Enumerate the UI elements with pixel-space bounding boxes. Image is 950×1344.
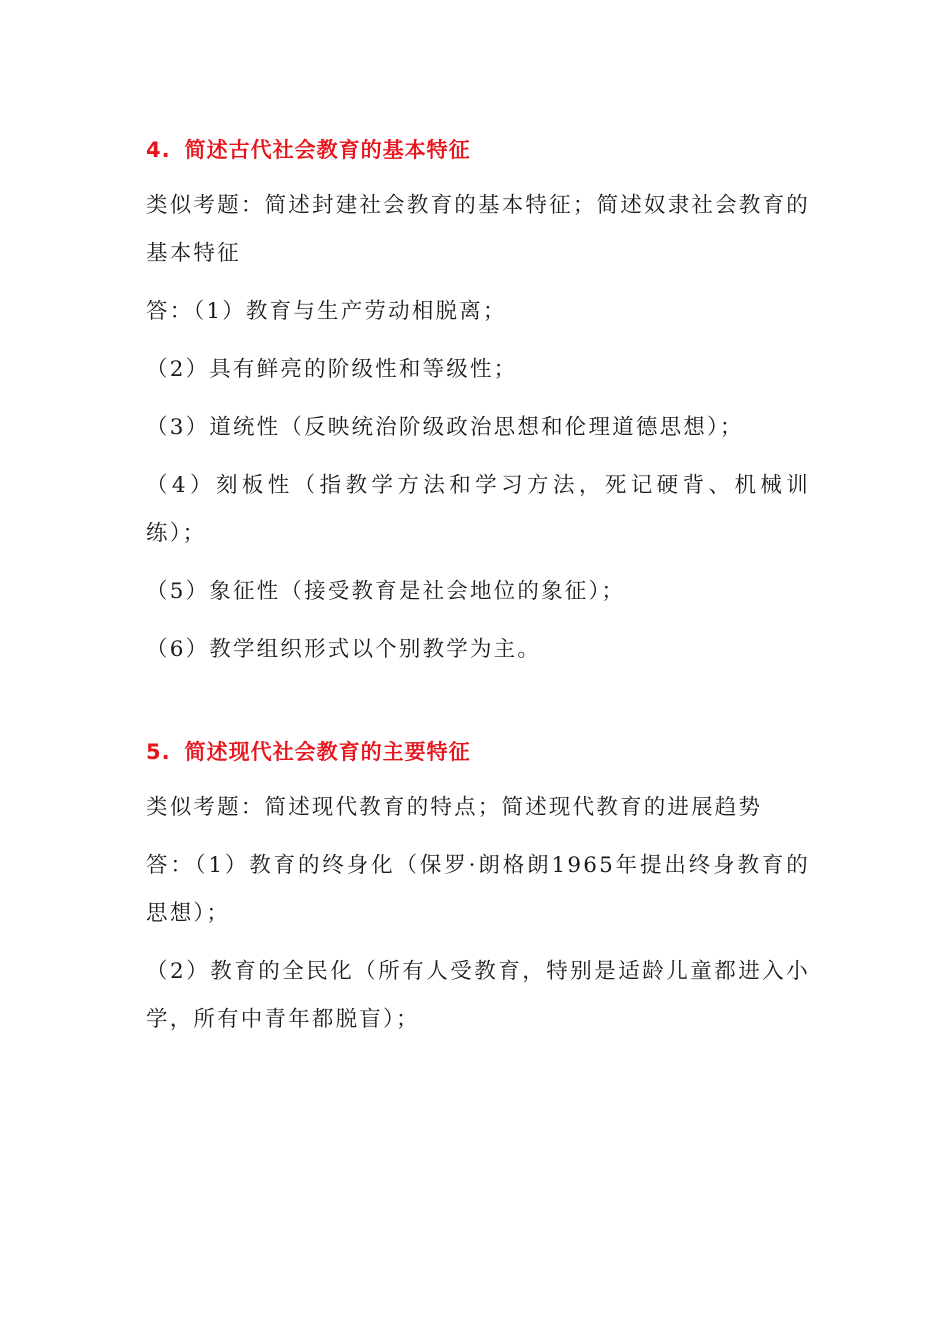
similar-questions: 类似考题：简述现代教育的特点；简述现代教育的进展趋势: [146, 795, 763, 820]
section-heading: [146, 730, 810, 774]
answer-item-1: 答：（1）教育的终身化（保罗·朗格朗1965年提出终身教育的思想）；: [146, 853, 810, 926]
document-content: [146, 128, 810, 1054]
answer-item-4: （4）刻板性（指教学方法和学习方法，死记硬背、机械训练）；: [146, 473, 810, 546]
section-5: [146, 730, 810, 1044]
answer-item-2: （2）教育的全民化（所有人受教育，特别是适龄儿童都进入小学，所有中青年都脱盲）；: [146, 959, 810, 1032]
section-number: 5.: [146, 740, 171, 764]
section-title: 简述古代社会教育的基本特征: [184, 138, 471, 162]
similar-questions: 类似考题：简述封建社会教育的基本特征；简述奴隶社会教育的基本特征: [146, 193, 810, 266]
section-heading: [146, 128, 810, 172]
answer-item-2: （2）具有鲜亮的阶级性和等级性；: [146, 357, 518, 382]
answer-item-1: 答：（1）教育与生产劳动相脱离；: [146, 299, 507, 324]
answer-item-6: （6）教学组织形式以个别教学为主。: [146, 637, 542, 662]
section-number: 4.: [146, 138, 171, 162]
section-title: 简述现代社会教育的主要特征: [184, 740, 471, 764]
section-4: [146, 128, 810, 674]
answer-item-3: （3）道统性（反映统治阶级政治思想和伦理道德思想）；: [146, 415, 744, 440]
answer-item-5: （5）象征性（接受教育是社会地位的象征）；: [146, 579, 626, 604]
